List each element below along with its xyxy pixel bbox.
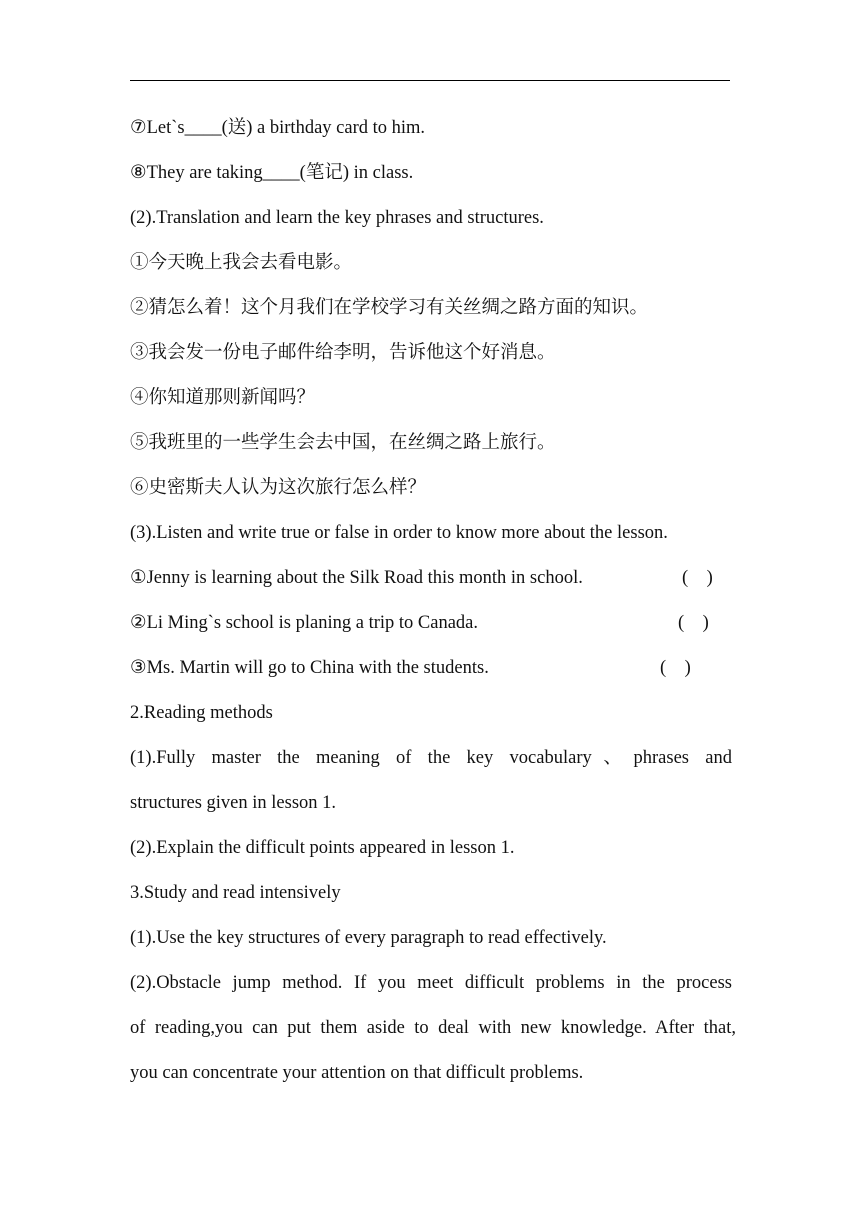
answer-bracket-2: ( ) — [678, 613, 709, 633]
answer-bracket-3: ( ) — [660, 658, 691, 678]
section-heading-study: 3.Study and read intensively — [130, 883, 341, 903]
translation-item-6: ⑥史密斯夫人认为这次旅行怎么样？ — [130, 478, 427, 498]
answer-bracket-1: ( ) — [682, 568, 713, 588]
section-heading-listening: (3).Listen and write true or false in order to know more about the lesson. — [130, 523, 668, 543]
reading-method-1-line-2: structures given in lesson 1. — [130, 793, 337, 813]
exercise-item-8: ⑧They are taking____(笔记) in class. — [130, 163, 414, 183]
study-item-1: (1).Use the key structures of every paragraph to read effectively. — [130, 928, 607, 948]
section-heading-reading-methods: 2.Reading methods — [130, 703, 273, 723]
reading-method-2: (2).Explain the difficult points appeared in lesson 1. — [130, 838, 515, 858]
exercise-item-7: ⑦Let`s____(送) a birthday card to him. — [130, 118, 426, 138]
header-rule — [130, 80, 730, 81]
translation-item-5: ⑤我班里的一些学生会去中国，在丝绸之路上旅行。 — [130, 433, 556, 453]
study-item-2-line-1: (2).Obstacle jump method. If you meet difficult problems in the process — [130, 973, 732, 993]
study-item-2-line-2: of reading,you can put them aside to deal with new knowledge. After that, — [130, 1018, 736, 1038]
translation-item-1: ①今天晚上我会去看电影。 — [130, 253, 353, 273]
reading-method-1-line-1: (1).Fully master the meaning of the key vocabulary、phrases and — [130, 748, 732, 768]
true-false-item-2: ②Li Ming`s school is planing a trip to Canada. — [130, 613, 478, 633]
study-item-2-line-3: you can concentrate your attention on that difficult problems. — [130, 1063, 584, 1083]
translation-item-3: ③我会发一份电子邮件给李明，告诉他这个好消息。 — [130, 343, 556, 363]
translation-item-2: ②猜怎么着！这个月我们在学校学习有关丝绸之路方面的知识。 — [130, 298, 649, 318]
translation-item-4: ④你知道那则新闻吗？ — [130, 388, 316, 408]
true-false-item-1: ①Jenny is learning about the Silk Road this month in school. — [130, 568, 583, 588]
section-heading-translation: (2).Translation and learn the key phrases and structures. — [130, 208, 544, 228]
true-false-item-3: ③Ms. Martin will go to China with the students. — [130, 658, 489, 678]
